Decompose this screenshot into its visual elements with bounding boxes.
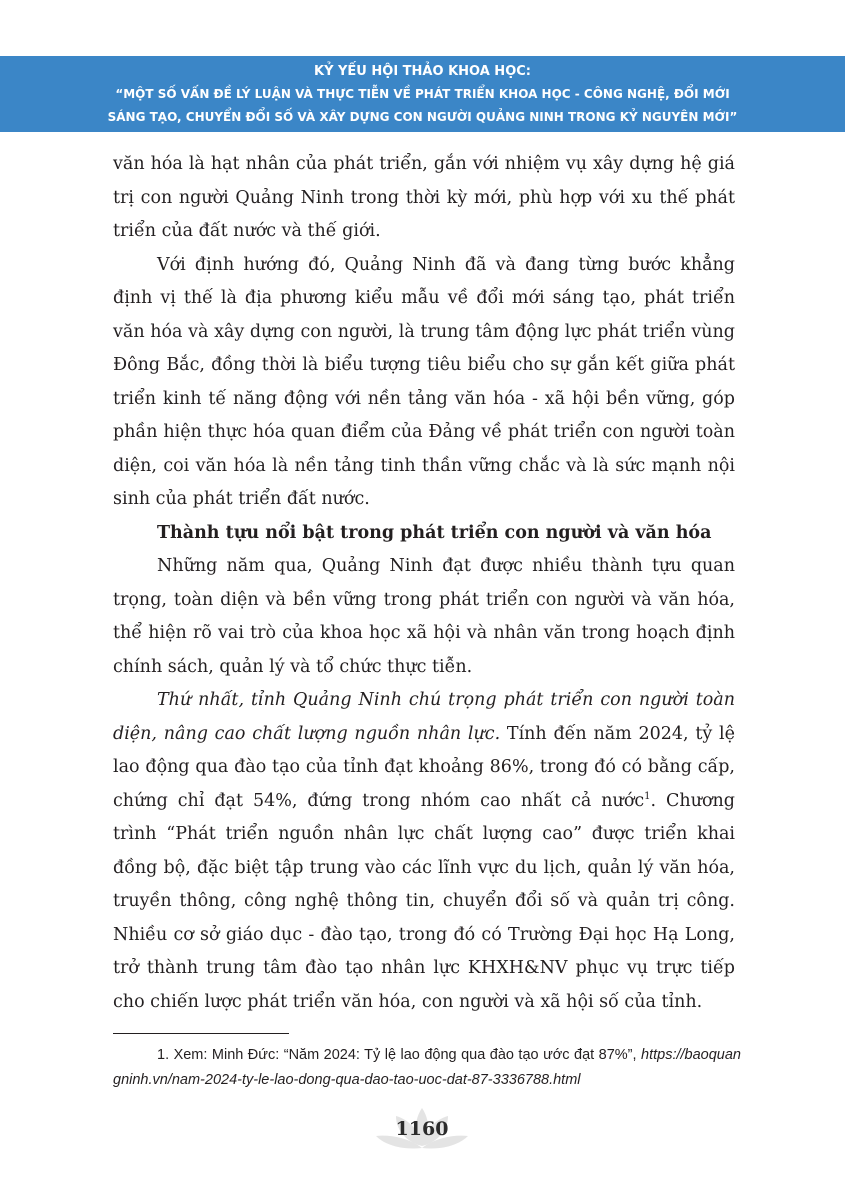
footnote-citation: 1. Xem: Minh Đức: “Năm 2024: Tỷ lệ lao động qua đào tạo ước đạt 87%”, <box>157 1047 642 1063</box>
paragraph-1: văn hóa là hạt nhân của phát triển, gắn với nhiệm vụ xây dựng hệ giá trị con người Quảng Ninh trong thời kỳ mới, phù hợp với xu thế phát triển của đất nước và thế giới. <box>113 154 735 241</box>
proceedings-title: KỶ YẾU HỘI THẢO KHOA HỌC: <box>314 64 531 79</box>
paragraph-3: Những năm qua, Quảng Ninh đạt được nhiều thành tựu quan trọng, toàn diện và bền vững trong phát triển con người và văn hóa, thể hiện rõ vai trò của khoa học xã hội và nhân văn trong hoạch định chính sách, quản lý và tổ chức thực tiễn. <box>113 556 735 677</box>
footnote-text <box>113 1043 741 1093</box>
section-heading: Thành tựu nổi bật trong phát triển con người và văn hóa <box>157 522 712 543</box>
footnote-divider <box>113 1033 289 1034</box>
header-band <box>0 56 845 132</box>
paragraph-4-text-b: . Chương trình “Phát triển nguồn nhân lực chất lượng cao” được triển khai đồng bộ, đặc biệt tập trung vào các lĩnh vực du lịch, quản lý văn hóa, truyền thông, công nghệ thông tin, chuyển đổi số và quản trị công. Nhiều cơ sở giáo dục - đào tạo, trong đó có Trường Đại học Hạ Long, trở thành trung tâm đào tạo nhân lực KHXH&NV phục vụ trực tiếp cho chiến lược phát triển văn hóa, con người và xã hội số của tỉnh. <box>113 790 735 1012</box>
paragraph-4 <box>113 684 735 1019</box>
footnote-ref[interactable]: 1 <box>644 790 651 802</box>
footnote <box>113 1043 741 1093</box>
conference-title-line-1: “MỘT SỐ VẤN ĐỀ LÝ LUẬN VÀ THỰC TIỄN VỀ PHÁT TRIỂN KHOA HỌC - CÔNG NGHỆ, ĐỔI MỚI <box>115 87 730 101</box>
paragraph-4-italic-lead: Thứ nhất, tỉnh Quảng Ninh chú trọng phát triển con người toàn diện, nâng cao chất lượng nguồn nhân lực. <box>113 690 735 744</box>
body-text <box>113 148 735 1019</box>
conference-title-line-2: SÁNG TẠO, CHUYỂN ĐỔI SỐ VÀ XÂY DỰNG CON NGƯỜI QUẢNG NINH TRONG KỶ NGUYÊN MỚI” <box>107 110 738 124</box>
paragraph-4-text-a: Tính đến năm 2024, tỷ lệ lao động qua đào tạo của tỉnh đạt khoảng 86%, trong đó có bằng cấp, chứng chỉ đạt 54%, đứng trong nhóm cao nhất cả nước <box>113 723 735 811</box>
footnote-link[interactable]: https://baoquangninh.vn/nam-2024-ty-le-lao-dong-qua-dao-tao-uoc-dat-87-3336788.html <box>113 1047 741 1088</box>
paragraph-2: Với định hướng đó, Quảng Ninh đã và đang từng bước khẳng định vị thế là địa phương kiểu mẫu về đổi mới sáng tạo, phát triển văn hóa và xây dựng con người, là trung tâm động lực phát triển vùng Đông Bắc, đồng thời là biểu tượng tiêu biểu cho sự gắn kết giữa phát triển kinh tế năng động với nền tảng văn hóa - xã hội bền vững, góp phần hiện thực hóa quan điểm của Đảng về phát triển con người toàn diện, coi văn hóa là nền tảng tinh thần vững chắc và là sức mạnh nội sinh của phát triển đất nước. <box>113 254 735 509</box>
page-number: 1160 <box>395 1118 449 1140</box>
